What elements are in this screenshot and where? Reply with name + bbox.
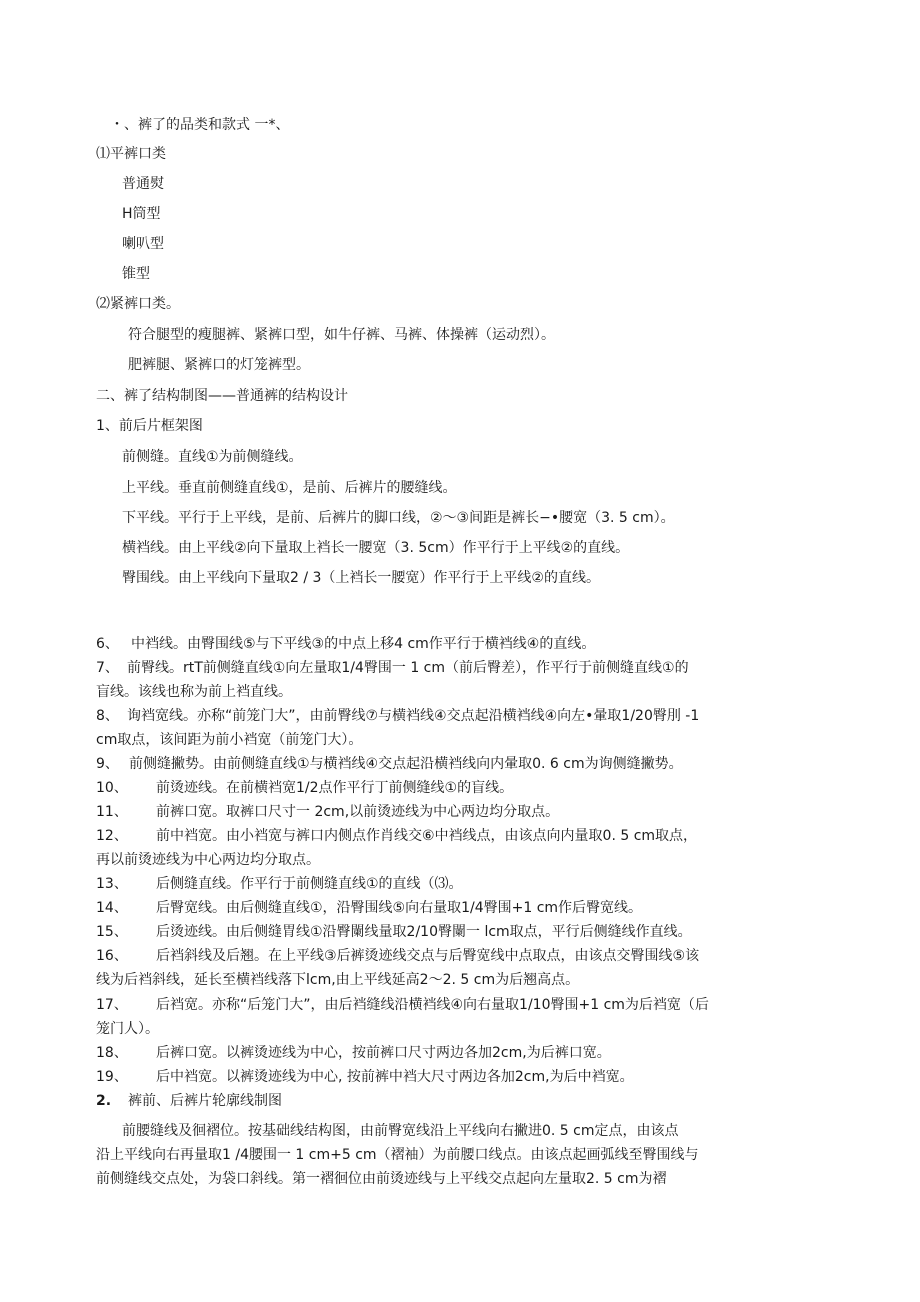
numbered-item xyxy=(96,996,709,1014)
subheading-tight-hem: ⑵紧裤口类。 xyxy=(96,296,180,312)
item-text: 前臀线。rtT前侧缝直线①向左量取1/4臀围一 1 cm（前后臀差），作平行于前侧缝直线①的 xyxy=(127,660,689,676)
item-continuation: 再以前烫迹线为中心两边均分取点。 xyxy=(96,852,320,868)
item-number: 19、 xyxy=(96,1069,128,1085)
item-number: 14、 xyxy=(96,900,128,916)
item-text: 前裤口宽。取裤口尺寸一 2cm,以前烫迹线为中心两边均分取点。 xyxy=(156,804,560,820)
numbered-item xyxy=(96,779,513,797)
numbered-item xyxy=(96,923,692,941)
style-item: 普通熨 xyxy=(122,176,164,192)
numbered-item xyxy=(96,899,642,917)
item-number: 9、 xyxy=(96,756,119,772)
section-title: 裤前、后裤片轮廓线制图 xyxy=(128,1093,282,1109)
item-number: 6、 xyxy=(96,636,119,652)
item-number: 18、 xyxy=(96,1045,128,1061)
item-text: 前侧缝撇势。由前侧缝直线①与横裆线④交点起沿横裆线向内暈取0. 6 cm为询侧缝撇势。 xyxy=(129,756,683,772)
item-number: 17、 xyxy=(96,997,128,1013)
item-continuation: 线为后裆斜线，延长至横裆线落下lcm,由上平线延高2～2. 5 cm为后翘高点。 xyxy=(96,972,580,988)
numbered-item xyxy=(96,1068,634,1086)
item-text: 后臀宽线。由后侧缝直线①，沿臀围线⑤向右量取1/4臀围+1 cm作后臀宽线。 xyxy=(156,900,643,916)
item-text: 后裆宽。亦称“后笼门大”，由后裆缝线沿横裆线④向右量取1/10臀围+1 cm为后裆宽（后 xyxy=(156,997,709,1013)
item-number: 7、 xyxy=(96,660,119,676)
paragraph-line: 前腰缝线及徊褶位。按基础线结构图，由前臀宽线沿上平线向右撇进0. 5 cm定点，由该点 xyxy=(122,1123,679,1139)
item-text: 后中裆宽。以裤烫迹线为中心, 按前裤中裆大尺寸两边各加2cm,为后中裆宽。 xyxy=(156,1069,634,1085)
item-text: 后裆斜线及后翘。在上平线③后裤烫迹线交点与后臀宽线中点取点，由该点交臀围线⑤该 xyxy=(156,948,700,964)
item-text: 前烫迹线。在前横裆宽1/2点作平行丁前侧缝线①的盲线。 xyxy=(156,780,514,796)
numbered-item xyxy=(96,755,683,773)
item-text: 后裤口宽。以裤烫迹线为中心，按前裤口尺寸两边各加2cm,为后裤口宽。 xyxy=(156,1045,611,1061)
item-text: 后侧缝直线。作平行于前侧缝直线①的直线（⑶。 xyxy=(156,876,463,892)
item-text: 中裆线。由臀围线⑤与下平线③的中点上移4 cm作平行于横裆线④的直线。 xyxy=(131,636,596,652)
description-line: 符合腿型的瘦腿裤、紧裤口型，如牛仔裤、马裤、体操裤（运动烈）。 xyxy=(128,327,555,343)
document-title: ・、裤了的品类和款式 一*、 xyxy=(110,117,290,133)
item-number: 11、 xyxy=(96,804,128,820)
item-number: 10、 xyxy=(96,780,128,796)
item-continuation: 盲线。该线也称为前上裆直线。 xyxy=(96,684,292,700)
numbered-item xyxy=(96,827,697,845)
item-continuation: 笼门人）。 xyxy=(96,1021,159,1037)
numbered-item xyxy=(96,659,689,677)
numbered-item xyxy=(96,875,463,893)
paragraph-line: 沿上平线向右再量取1 /4腰围一 1 cm+5 cm（褶袖）为前腰口线点。由该点起画弧线至臀围线与 xyxy=(96,1147,699,1163)
frame-item: 臀围线。由上平线向下量取2 / 3（上裆长一腰宽）作平行于上平线②的直线。 xyxy=(122,570,600,586)
style-item: 锥型 xyxy=(122,266,150,282)
section-heading: 二、裤了结构制图——普通裤的结构设计 xyxy=(96,388,348,404)
numbered-item xyxy=(96,803,559,821)
item-text: 前中裆宽。由小裆宽与裤口内侧点作肖线交⑥中裆线点，由该点向内量取0. 5 cm取点， xyxy=(156,828,698,844)
frame-item: 上平线。垂直前侧缝直线①，是前、后裤片的腰缝线。 xyxy=(122,480,457,496)
frame-item: 下平线。平行于上平线，是前、后裤片的脚口线，②～③间距是裤长−•腰宽（3. 5 cm）。 xyxy=(122,510,675,526)
item-number: 16、 xyxy=(96,948,128,964)
section-heading xyxy=(96,1092,282,1110)
section-number: 2. xyxy=(96,1093,112,1109)
style-item: H筒型 xyxy=(122,206,161,222)
item-number: 13、 xyxy=(96,876,128,892)
frame-item: 横裆线。由上平线②向下量取上裆长一腰宽（3. 5cm）作平行于上平线②的直线。 xyxy=(122,540,630,556)
item-number: 12、 xyxy=(96,828,128,844)
numbered-item xyxy=(96,707,699,725)
item-text: 询裆宽线。亦称“前笼门大”，由前臀线⑦与横裆线④交点起沿横裆线④向左•暈取1/20臀刖 -1 xyxy=(127,708,700,724)
numbered-item xyxy=(96,947,699,965)
subheading-flat-hem: ⑴平裤口类 xyxy=(96,146,166,162)
item-text: 后烫迹线。由后侧缝胃线①沿臀闌线量取2/10臀闌一 lcm取点，平行后侧缝线作直线。 xyxy=(156,924,692,940)
paragraph-line: 前侧缝线交点处，为袋口斜线。第一褶徊位由前烫迹线与上平线交点起向左量取2. 5 cm为褶 xyxy=(96,1171,667,1187)
numbered-item xyxy=(96,635,595,653)
item-continuation: cm取点，该间距为前小裆宽（前笼门大）。 xyxy=(96,732,363,748)
item-number: 15、 xyxy=(96,924,128,940)
numbered-item xyxy=(96,1044,611,1062)
subsection-heading: 1、前后片框架图 xyxy=(96,418,203,434)
description-line: 肥裤腿、紧裤口的灯笼裤型。 xyxy=(128,357,310,373)
item-number: 8、 xyxy=(96,708,119,724)
frame-item: 前侧缝。直线①为前侧缝线。 xyxy=(122,449,303,465)
style-item: 喇叭型 xyxy=(122,236,164,252)
